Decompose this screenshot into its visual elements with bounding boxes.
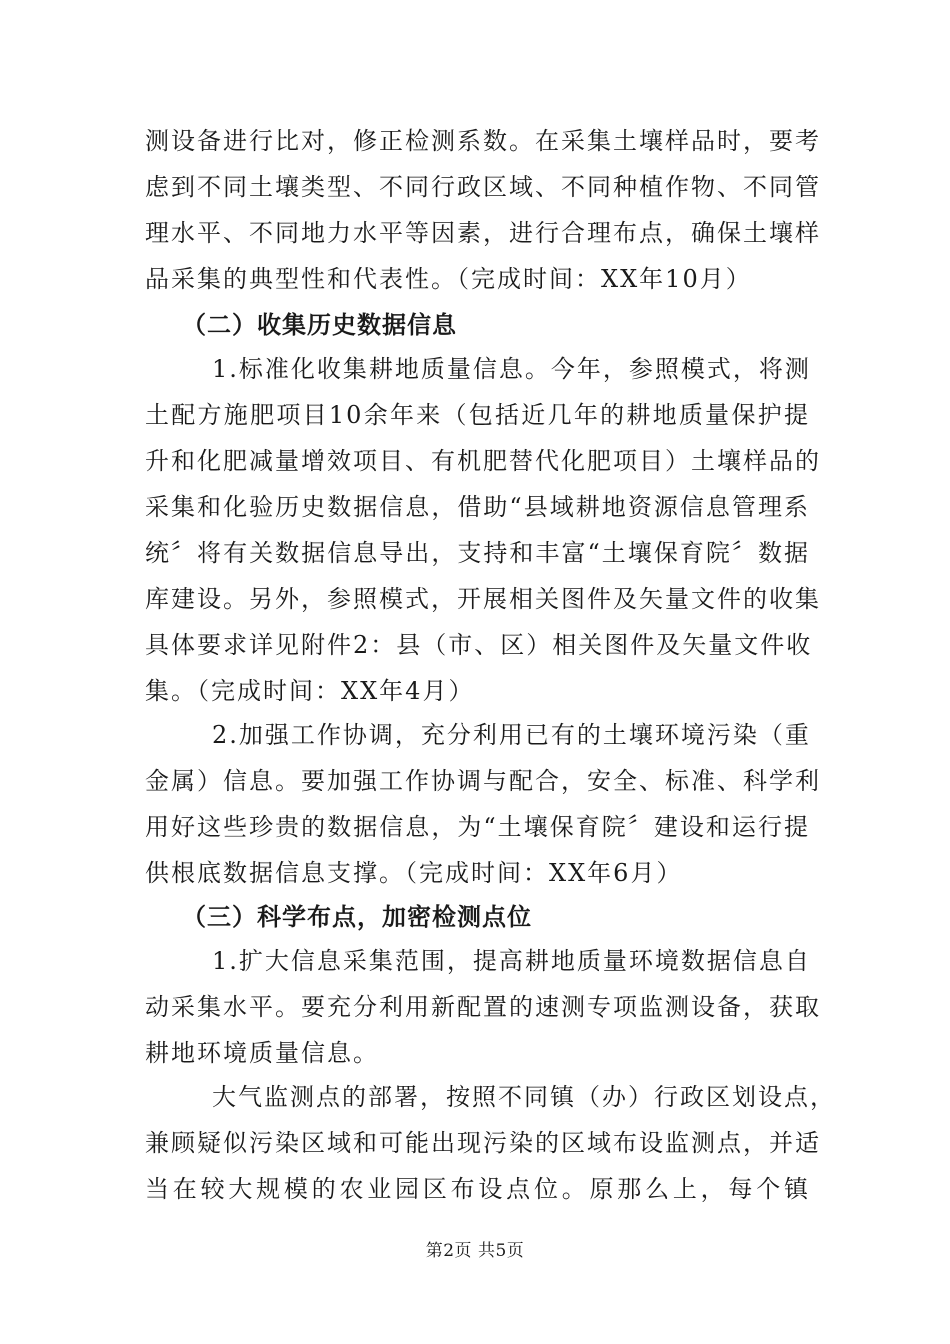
body-text-line: 大气监测点的部署，按照不同镇（办）行政区划设点， [212, 1083, 836, 1111]
body-text-line: 升和化肥减量增效项目、有机肥替代化肥项目）土壤样品的 [145, 447, 821, 475]
body-text-line: 虑到不同土壤类型、不同行政区域、不同种植作物、不同管 [145, 173, 821, 201]
body-text-line: 用好这些珍贵的数据信息，为“土壤保育院〞建设和运行提 [145, 813, 810, 841]
body-text-line: 集。（完成时间：XX年4月） [145, 677, 475, 705]
body-text-line: 采集和化验历史数据信息，借助“县域耕地资源信息管理系 [145, 493, 810, 521]
body-text-line: 具体要求详见附件2：县（市、区）相关图件及矢量文件收 [145, 631, 813, 659]
body-text-line: 耕地环境质量信息。 [145, 1039, 379, 1067]
body-text-line: 理水平、不同地力水平等因素，进行合理布点，确保土壤样 [145, 219, 821, 247]
body-text-line: 1.扩大信息采集范围，提高耕地质量环境数据信息自 [212, 947, 811, 975]
body-text-line: 供根底数据信息支撑。（完成时间：XX年6月） [145, 859, 683, 887]
body-text-line: 库建设。另外，参照模式，开展相关图件及矢量文件的收集 [145, 585, 821, 613]
body-text-line: 2.加强工作协调，充分利用已有的土壤环境污染（重 [212, 721, 811, 749]
body-text-line: 动采集水平。要充分利用新配置的速测专项监测设备，获取 [145, 993, 821, 1021]
body-text-line: 品采集的典型性和代表性。（完成时间：XX年10月） [145, 265, 752, 293]
body-text-line: 1.标准化收集耕地质量信息。今年，参照模式，将测 [212, 355, 811, 383]
body-text-line: 当在较大规模的农业园区布设点位。原那么上，每个镇 [145, 1175, 810, 1203]
body-text-line: 兼顾疑似污染区域和可能出现污染的区域布设监测点，并适 [145, 1129, 821, 1157]
body-text-line: 土配方施肥项目10余年来（包括近几年的耕地质量保护提 [145, 401, 810, 429]
section-heading: （三）科学布点，加密检测点位 [182, 903, 532, 931]
section-heading: （二）收集历史数据信息 [182, 311, 457, 339]
page-number-footer: 第2页 共5页 [425, 1241, 525, 1261]
body-text-line: 测设备进行比对，修正检测系数。在采集土壤样品时，要考 [145, 127, 821, 155]
body-text-line: 统〞将有关数据信息导出，支持和丰富“土壤保育院〞数据 [145, 539, 810, 567]
body-text-line: 金属）信息。要加强工作协调与配合，安全、标准、科学利 [145, 767, 821, 795]
